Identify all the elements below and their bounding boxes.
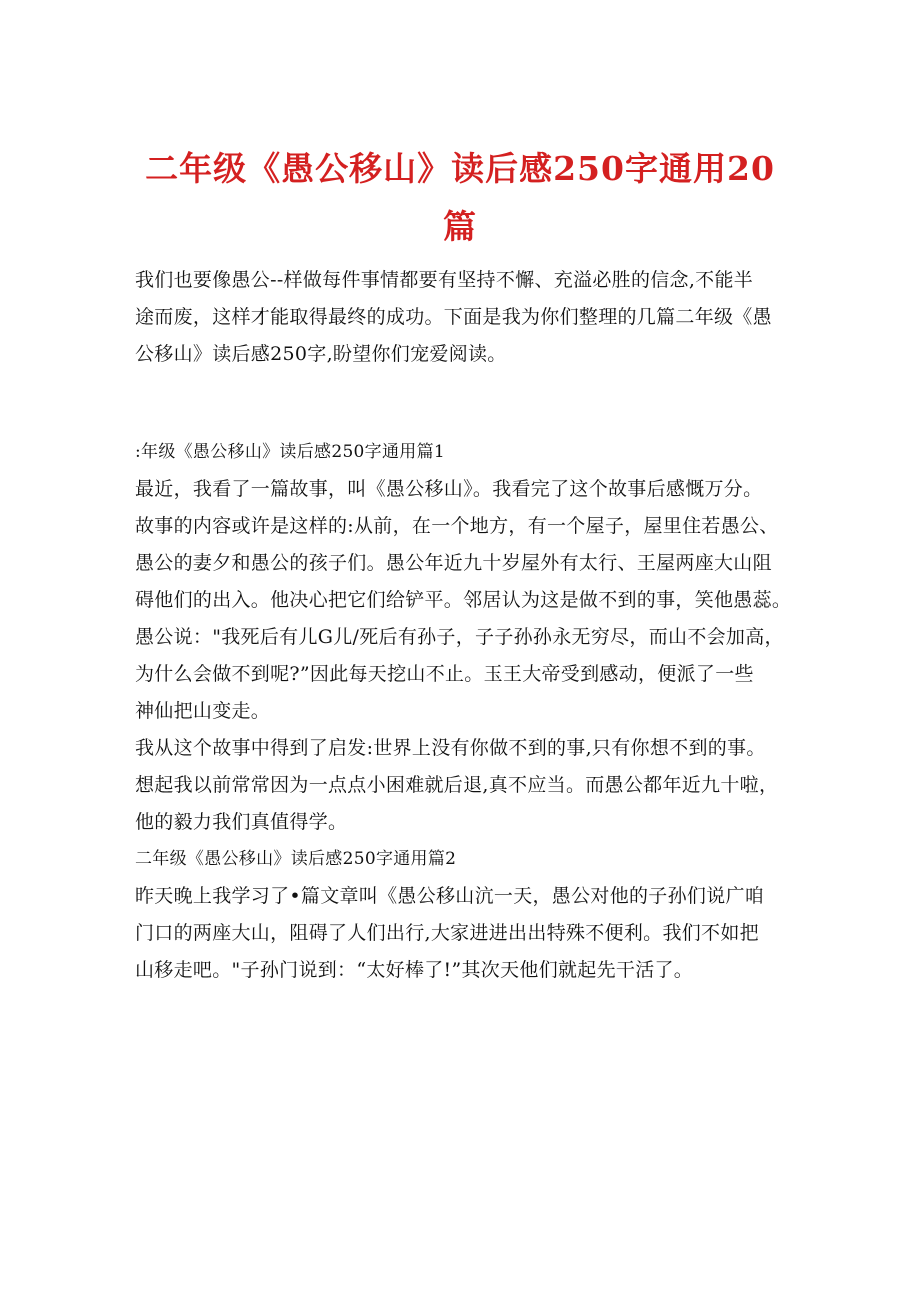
intro-paragraph bbox=[135, 262, 795, 373]
body-line: 我从这个故事中得到了启发:世界上没有你做不到的事,只有你想不到的事。 bbox=[135, 737, 766, 759]
title-line-2: 篇 bbox=[443, 207, 477, 247]
body-line: 他的毅力我们真值得学。 bbox=[135, 811, 348, 833]
body-line: 神仙把山变走。 bbox=[135, 700, 271, 722]
intro-line: 我们也要像愚公--样做每件事情都要有坚持不懈、充溢必胜的信念,不能半 bbox=[135, 269, 754, 291]
body-line: 愚公的妻夕和愚公的孩子们。愚公年近九十岁屋外有太行、王屋两座大山阻 bbox=[135, 552, 772, 574]
document-title bbox=[0, 140, 920, 256]
document-body bbox=[135, 262, 795, 989]
essay-section-2 bbox=[135, 841, 795, 989]
body-line: 为什么会做不到呢?”因此每天挖山不止。玉王大帝受到感动，便派了一些 bbox=[135, 663, 754, 685]
intro-line: 途而废，这样才能取得最终的成功。下面是我为你们整理的几篇二年级《愚 bbox=[135, 306, 772, 328]
body-line: 想起我以前常常因为一点点小困难就后退,真不应当。而愚公都年近九十啦， bbox=[135, 774, 779, 796]
body-line: 昨天晚上我学习了•篇文章叫《愚公移山沆一天，愚公对他的子孙们说广咱 bbox=[135, 885, 765, 907]
body-line: 山移走吧。"子孙门说到：“太好棒了!”其次天他们就起先干活了。 bbox=[135, 959, 694, 981]
body-line: 愚公说："我死后有儿G儿/死后有孙子，子子孙孙永无穷尽，而山不会加高， bbox=[135, 626, 784, 648]
body-line: 门口的两座大山，阻碍了人们出行,大家进进出出特殊不便利。我们不如把 bbox=[135, 922, 759, 944]
intro-line: 公移山》读后感250字,盼望你们宠爱阅读。 bbox=[135, 343, 507, 365]
spacer bbox=[135, 373, 795, 434]
section-heading: 二年级《愚公移山》读后感250字通用篇2 bbox=[135, 849, 457, 869]
section-heading: :年级《愚公移山》读后感250字通用篇1 bbox=[135, 442, 445, 462]
essay-section-1 bbox=[135, 434, 795, 841]
body-line: 最近，我看了一篇故事，叫《愚公移山》。我看完了这个故事后感慨万分。 bbox=[135, 478, 763, 500]
body-line: 故事的内容或许是这样的:从前，在一个地方，有一个屋子，屋里住若愚公、 bbox=[135, 515, 779, 537]
body-line: 碍他们的出入。他决心把它们给铲平。邻居认为这是做不到的事，笑他愚蕊。 bbox=[135, 589, 792, 611]
title-line-1: 二年级《愚公移山》读后感250字通用20 bbox=[145, 149, 775, 189]
